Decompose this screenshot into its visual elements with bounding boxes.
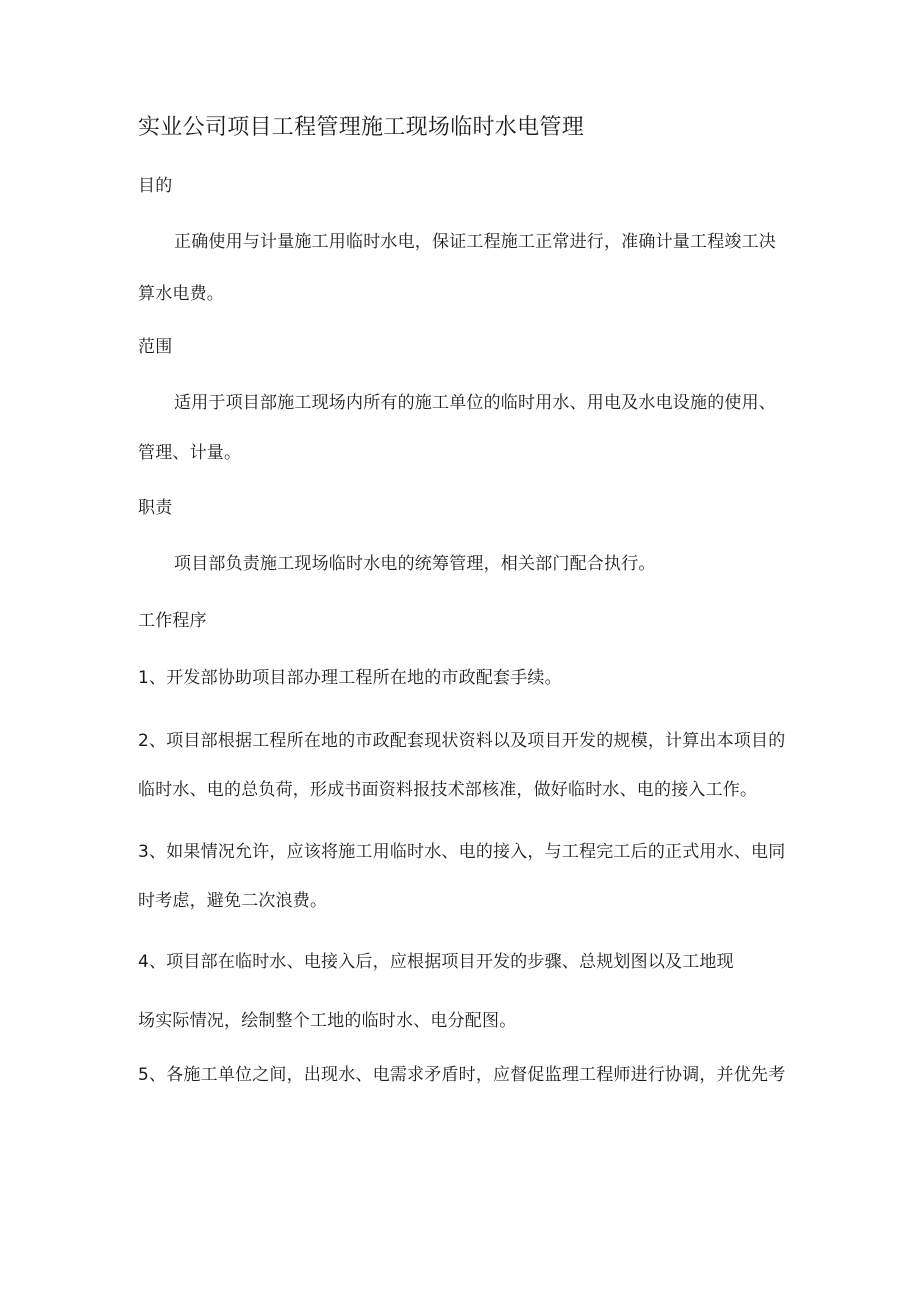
- list-item: 4、项目部在临时水、电接入后，应根据项目开发的步骤、总规划图以及工地现: [138, 952, 734, 972]
- list-item: 1、开发部协助项目部办理工程所在地的市政配套手续。: [138, 668, 562, 688]
- list-item-continuation: 场实际情况，绘制整个工地的临时水、电分配图。: [138, 1011, 517, 1031]
- paragraph-line: 管理、计量。: [138, 443, 242, 463]
- document-title: 实业公司项目工程管理施工现场临时水电管理: [138, 115, 585, 140]
- section-heading-procedure: 工作程序: [138, 611, 207, 631]
- list-item-continuation: 时考虑，避免二次浪费。: [138, 891, 328, 911]
- section-heading-duties: 职责: [138, 498, 173, 518]
- paragraph-line: 适用于项目部施工现场内所有的施工单位的临时用水、用电及水电设施的使用、: [174, 393, 776, 413]
- section-heading-purpose: 目的: [138, 176, 173, 196]
- paragraph-line: 正确使用与计量施工用临时水电，保证工程施工正常进行，准确计量工程竣工决: [174, 232, 776, 252]
- list-item: 3、如果情况允许，应该将施工用临时水、电的接入，与工程完工后的正式用水、电同: [138, 842, 786, 862]
- paragraph-line: 算水电费。: [138, 284, 224, 304]
- list-item: 2、项目部根据工程所在地的市政配套现状资料以及项目开发的规模，计算出本项目的: [138, 731, 786, 751]
- list-item: 5、各施工单位之间，出现水、电需求矛盾时，应督促监理工程师进行协调，并优先考: [138, 1065, 786, 1085]
- list-item-continuation: 临时水、电的总负荷，形成书面资料报技术部核准，做好临时水、电的接入工作。: [138, 780, 758, 800]
- section-heading-scope: 范围: [138, 337, 173, 357]
- paragraph-line: 项目部负责施工现场临时水电的统筹管理，相关部门配合执行。: [174, 554, 656, 574]
